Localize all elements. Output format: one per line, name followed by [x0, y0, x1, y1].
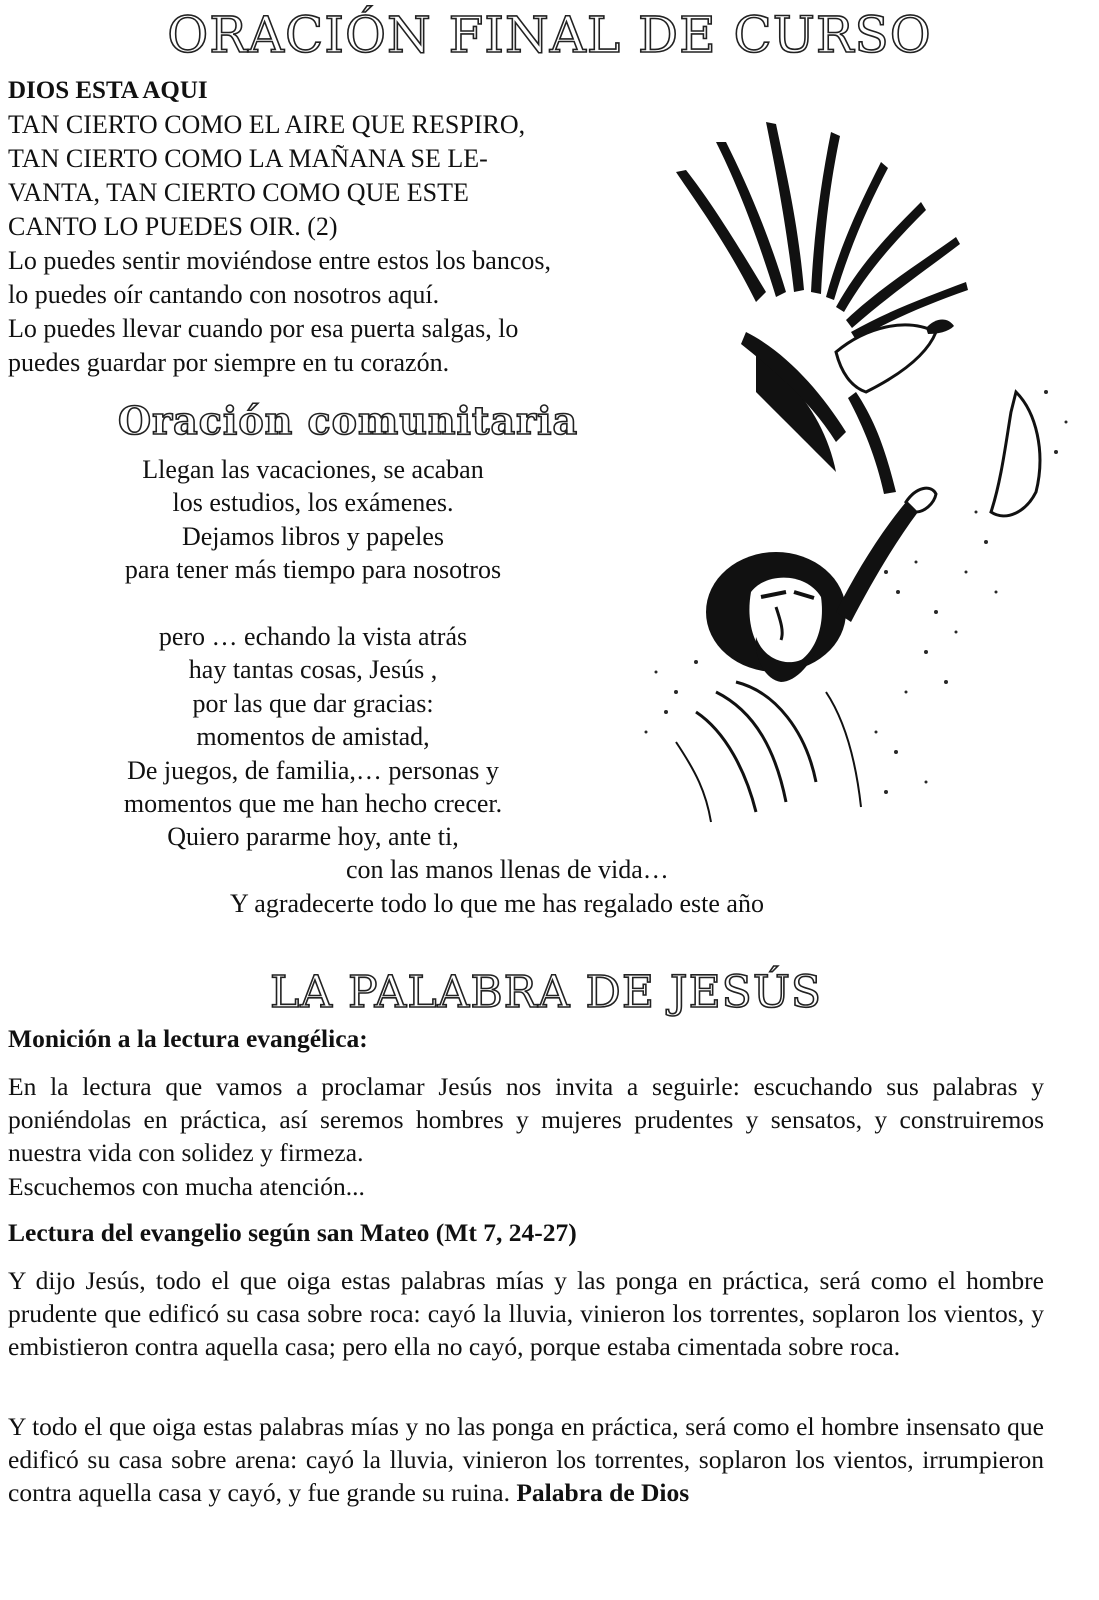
song-line: VANTA, TAN CIERTO COMO QUE ESTE	[8, 178, 469, 207]
reading-heading: Lectura del evangelio según san Mateo (Mt 7, 24-27)	[8, 1218, 577, 1247]
monicion-text: En la lectura que vamos a proclamar Jesús nos invita a seguirle: escuchando sus palabras y poniéndolas en práctica, así seremos hombres y mujeres prudentes y sensatos, y construiremos nuestra vida con solidez y firmeza.	[8, 1072, 1044, 1167]
prayer-line: Llegan las vacaciones, se acaban	[142, 455, 484, 484]
word-of-jesus-title: LA PALABRA DE JESÚS	[270, 967, 823, 1018]
prayer-line: por las que dar gracias:	[192, 689, 434, 718]
reading-closing: Palabra de Dios	[516, 1478, 690, 1507]
reading-paragraph-2-text: Y todo el que oiga estas palabras mías y no las ponga en práctica, será como el hombre insensato que edificó su casa sobre arena: cayó la lluvia, vinieron los torrentes, soplaron los vientos, irrumpieron contra aquella casa y cayó, y fue grande su ruina.	[8, 1412, 1044, 1507]
song-line: CANTO LO PUEDES OIR. (2)	[8, 212, 338, 241]
prayer-line: De juegos, de familia,… personas y	[127, 756, 499, 785]
song-line: Lo puedes sentir moviéndose entre estos los bancos,	[8, 246, 551, 275]
reading-paragraph-2	[8, 1410, 1044, 1509]
prayer-line: momentos de amistad,	[196, 722, 430, 751]
prayer-line: Dejamos libros y papeles	[181, 522, 445, 551]
song-line: puedes guardar por siempre en tu corazón.	[8, 348, 450, 377]
prayer-line: hay tantas cosas, Jesús ,	[188, 655, 438, 684]
song-block	[8, 74, 648, 380]
prayer-line: Y agradecerte todo lo que me has regalado este año	[230, 889, 764, 918]
community-prayer-title: Oración comunitaria	[118, 398, 579, 443]
song-line: TAN CIERTO COMO LA MAÑANA SE LE-	[8, 144, 488, 173]
dove-jesus-illustration	[636, 92, 1084, 832]
prayer-line: para tener más tiempo para nosotros	[124, 555, 502, 584]
monicion-heading: Monición a la lectura evangélica:	[8, 1024, 368, 1053]
prayer-line: con las manos llenas de vida…	[346, 855, 669, 884]
song-line: Lo puedes llevar cuando por esa puerta salgas, lo	[8, 314, 519, 343]
song-heading: DIOS ESTA AQUI	[8, 77, 208, 104]
monicion-closing: Escuchemos con mucha atención...	[8, 1172, 365, 1201]
song-line: TAN CIERTO COMO EL AIRE QUE RESPIRO,	[8, 110, 526, 139]
prayer-line: Quiero pararme hoy, ante ti,	[167, 822, 459, 851]
prayer-line: momentos que me han hecho crecer.	[123, 789, 503, 818]
song-line: lo puedes oír cantando con nosotros aquí.	[8, 280, 440, 309]
page-title: ORACIÓN FINAL DE CURSO	[167, 6, 932, 64]
prayer-line: pero … echando la vista atrás	[158, 622, 468, 651]
reading-paragraph-1: Y dijo Jesús, todo el que oiga estas palabras mías y las ponga en práctica, será como el hombre prudente que edificó su casa sobre roca: cayó la lluvia, vinieron los torrentes, soplaron los vientos, y embistieron contra aquella casa; pero ella no cayó, porque estaba cimentada sobre roca.	[8, 1266, 1044, 1361]
prayer-line: los estudios, los exámenes.	[172, 488, 454, 517]
